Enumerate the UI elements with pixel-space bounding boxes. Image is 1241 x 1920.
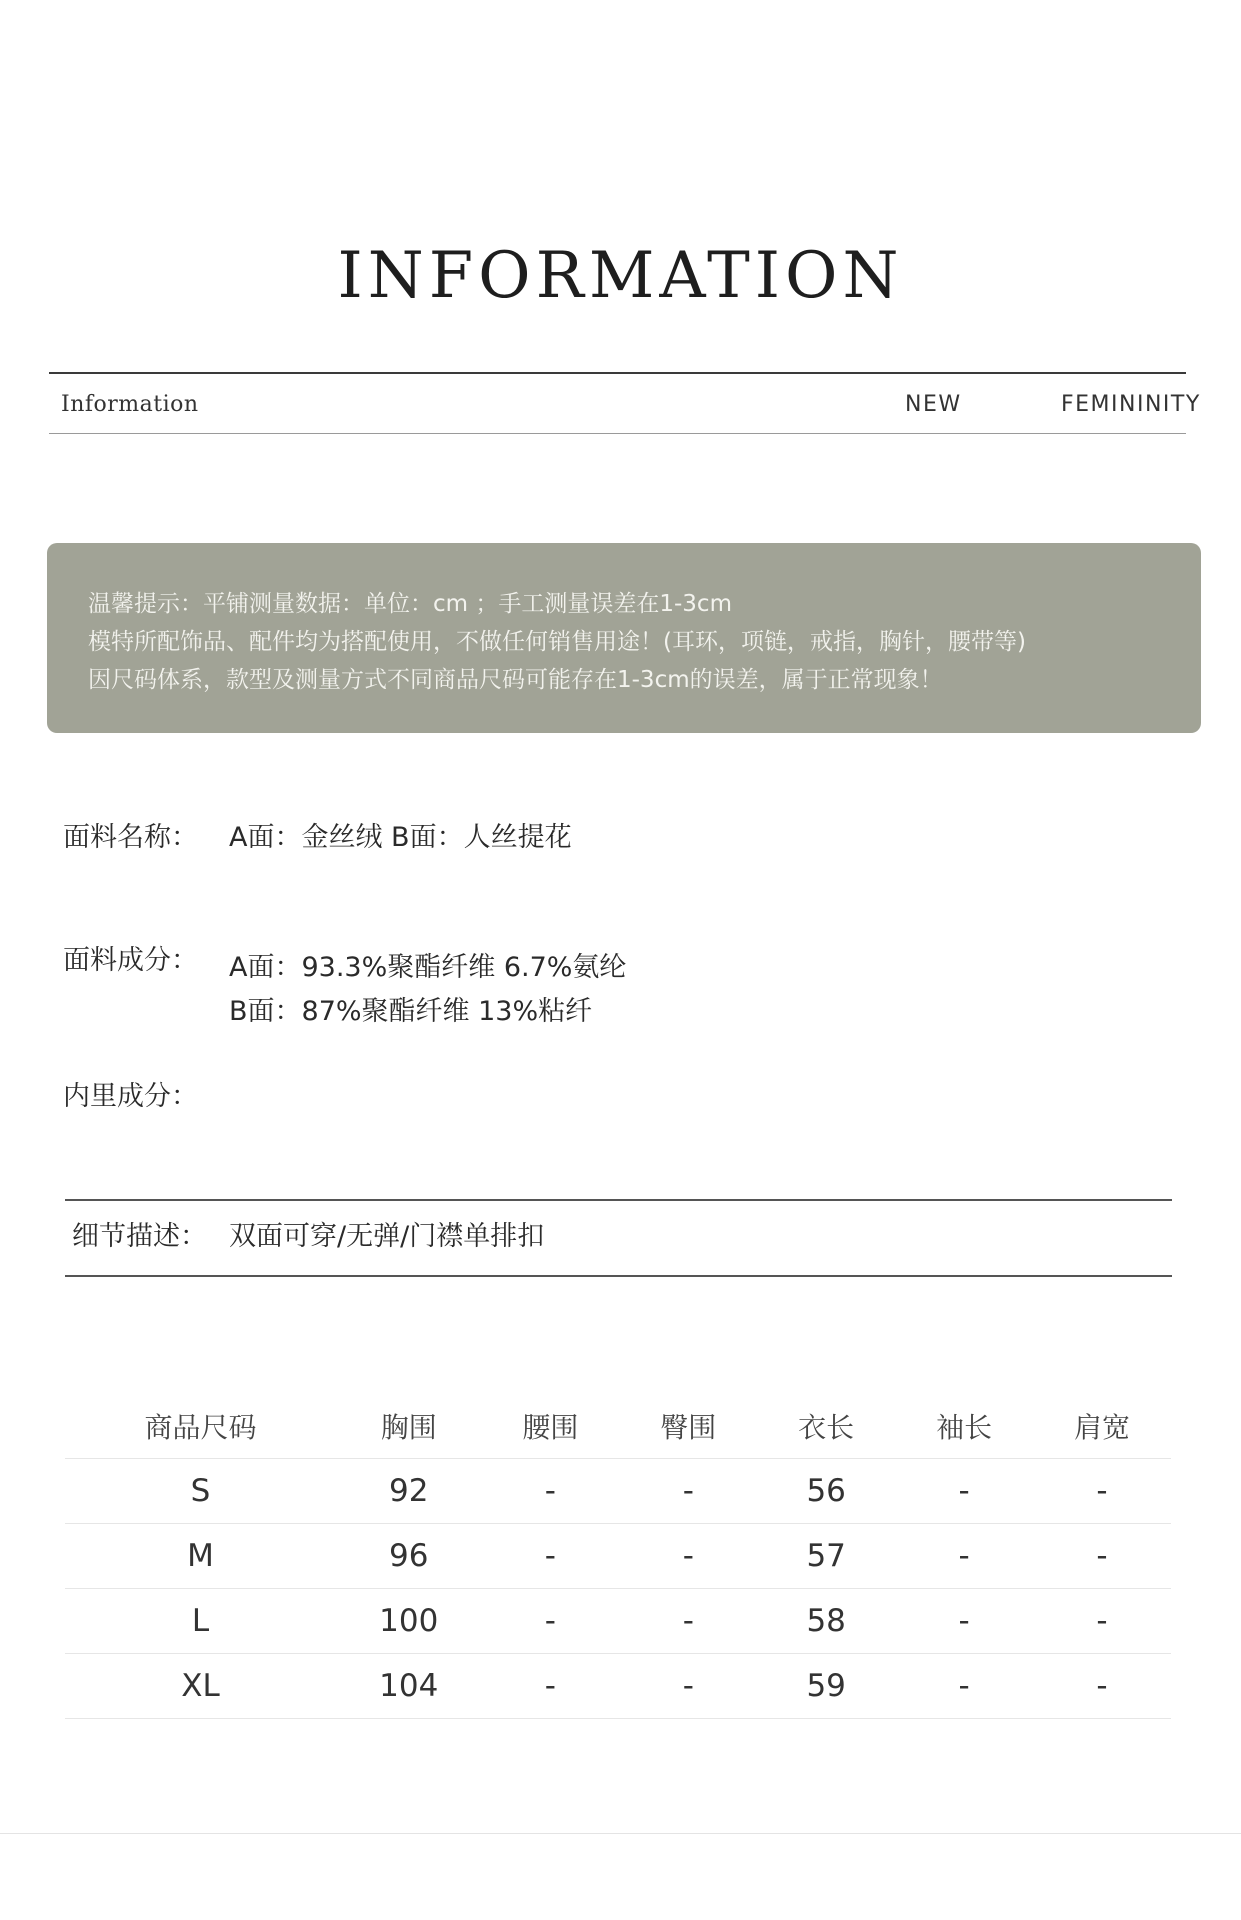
- cell-hip: -: [619, 1589, 757, 1654]
- cell-waist: -: [481, 1654, 619, 1719]
- cell-sleeve: -: [895, 1524, 1033, 1589]
- table-row: [65, 1654, 1171, 1719]
- cell-length: 57: [757, 1524, 895, 1589]
- details-bottom-divider: [65, 1275, 1172, 1277]
- subbar-femininity-label: FEMININITY: [1061, 392, 1201, 417]
- notice-line-measurement: 温馨提示：平铺测量数据：单位：cm ；手工测量误差在1-3cm: [88, 591, 732, 617]
- size-table: [65, 1394, 1171, 1719]
- cell-length: 59: [757, 1654, 895, 1719]
- cell-hip: -: [619, 1524, 757, 1589]
- subbar-new-label: NEW: [905, 392, 962, 417]
- cell-waist: -: [481, 1459, 619, 1524]
- header-hip: 臀围: [619, 1394, 757, 1459]
- page-title: INFORMATION: [337, 239, 904, 313]
- cell-shoulder: -: [1033, 1524, 1171, 1589]
- cell-shoulder: -: [1033, 1459, 1171, 1524]
- cell-length: 56: [757, 1459, 895, 1524]
- cell-size: XL: [65, 1654, 336, 1719]
- subbar-bottom-divider: [49, 433, 1186, 434]
- header-size: 商品尺码: [65, 1394, 336, 1459]
- cell-chest: 92: [336, 1459, 481, 1524]
- header-chest: 胸围: [336, 1394, 481, 1459]
- cell-sleeve: -: [895, 1589, 1033, 1654]
- fabric-name-label: 面料名称：: [63, 822, 198, 853]
- cell-size: M: [65, 1524, 336, 1589]
- cell-waist: -: [481, 1589, 619, 1654]
- cell-shoulder: -: [1033, 1589, 1171, 1654]
- header-length: 衣长: [757, 1394, 895, 1459]
- cell-length: 58: [757, 1589, 895, 1654]
- cell-size: S: [65, 1459, 336, 1524]
- cell-chest: 96: [336, 1524, 481, 1589]
- footer-divider: [0, 1833, 1241, 1834]
- cell-hip: -: [619, 1459, 757, 1524]
- table-row: [65, 1589, 1171, 1654]
- cell-chest: 104: [336, 1654, 481, 1719]
- fabric-name-value: A面：金丝绒 B面：人丝提花: [229, 822, 572, 853]
- fabric-composition-label: 面料成分：: [63, 945, 198, 976]
- fabric-composition-line-b: B面：87%聚酯纤维 13%粘纤: [229, 996, 593, 1027]
- cell-chest: 100: [336, 1589, 481, 1654]
- cell-waist: -: [481, 1524, 619, 1589]
- subbar-top-divider: [49, 372, 1186, 374]
- cell-size: L: [65, 1589, 336, 1654]
- header-shoulder: 肩宽: [1033, 1394, 1171, 1459]
- lining-label: 内里成分：: [63, 1081, 198, 1112]
- fabric-composition-line-a: A面：93.3%聚酯纤维 6.7%氨纶: [229, 952, 627, 983]
- details-value: 双面可穿/无弹/门襟单排扣: [229, 1221, 545, 1252]
- details-label: 细节描述：: [72, 1221, 207, 1252]
- header-sleeve: 袖长: [895, 1394, 1033, 1459]
- size-table-header-row: [65, 1394, 1171, 1459]
- subbar-information-label: Information: [61, 392, 199, 417]
- notice-line-accessories: 模特所配饰品、配件均为搭配使用，不做任何销售用途！(耳环，项链，戒指，胸针，腰带等): [88, 629, 1026, 655]
- cell-shoulder: -: [1033, 1654, 1171, 1719]
- cell-hip: -: [619, 1654, 757, 1719]
- cell-sleeve: -: [895, 1459, 1033, 1524]
- details-top-divider: [65, 1199, 1172, 1201]
- notice-box: [47, 543, 1201, 733]
- header-waist: 腰围: [481, 1394, 619, 1459]
- table-row: [65, 1459, 1171, 1524]
- notice-line-size-variance: 因尺码体系，款型及测量方式不同商品尺码可能存在1-3cm的误差，属于正常现象！: [88, 667, 943, 693]
- table-row: [65, 1524, 1171, 1589]
- cell-sleeve: -: [895, 1654, 1033, 1719]
